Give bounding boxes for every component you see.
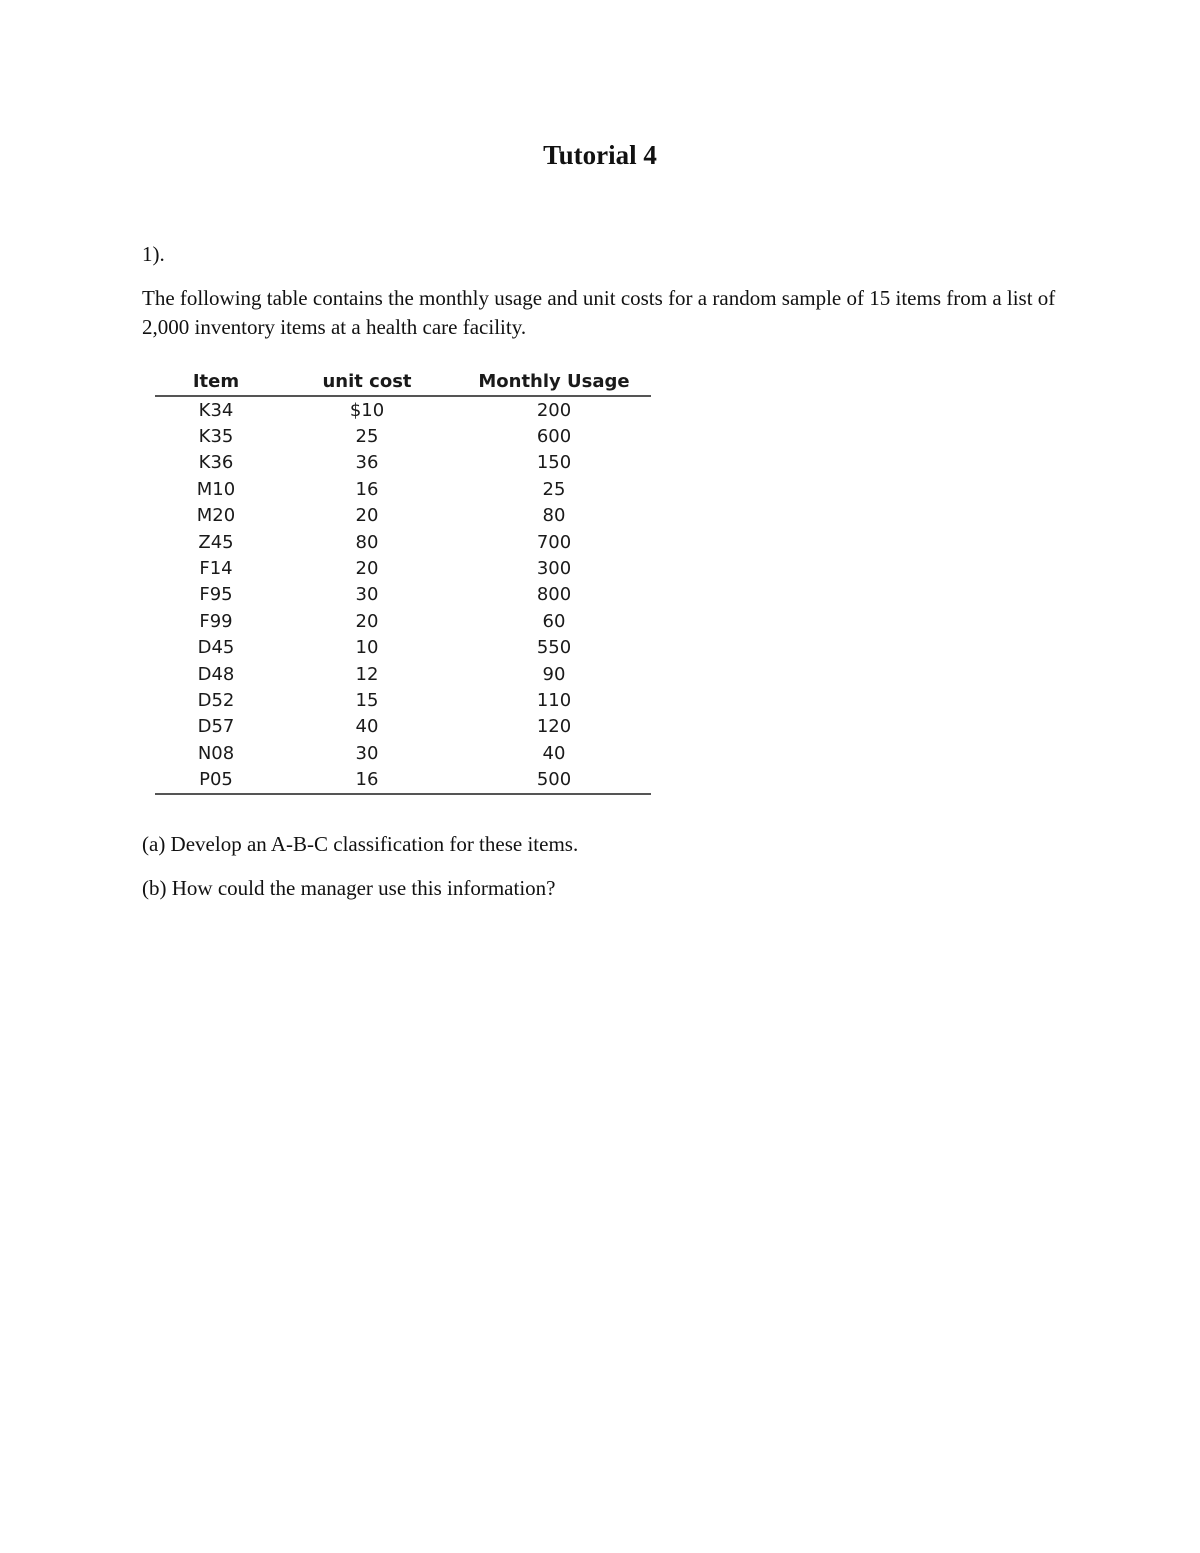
table-row [155,529,651,555]
cell-unit-cost: 40 [355,716,379,738]
cell-monthly-usage: 800 [536,584,572,606]
cell-item: K35 [198,426,234,448]
cell-unit-cost: 12 [355,663,379,685]
table-row [155,714,651,740]
inventory-table [155,368,651,795]
table-row [155,582,651,608]
table-body [155,396,651,794]
header-item: Item [155,368,277,396]
table-row [155,608,651,634]
header-unit-cost: unit cost [277,368,457,396]
table-row [155,396,651,423]
cell-item: P05 [155,766,277,793]
header-monthly-usage: Monthly Usage [457,368,651,396]
cell-monthly-usage: 120 [536,716,572,738]
cell-item: K36 [198,452,234,474]
cell-unit-cost: 20 [355,505,379,527]
cell-item: K34 [198,399,234,421]
cell-monthly-usage: 150 [536,452,572,474]
cell-monthly-usage: 110 [536,689,572,711]
cell-unit-cost: 16 [277,766,457,793]
cell-item: D57 [197,716,235,738]
cell-monthly-usage: 550 [536,637,572,659]
cell-unit-cost: 20 [355,610,379,632]
cell-item: D45 [197,637,235,659]
cell-unit-cost: 30 [355,584,379,606]
cell-monthly-usage: 300 [536,558,572,580]
cell-monthly-usage: 40 [542,742,566,764]
table-row [155,740,651,766]
cell-unit-cost: $10 [349,399,385,421]
intro-paragraph: The following table contains the monthly usage and unit costs for a random sample of 15 items from a list of 2,000 inventory items at a health care facility. [142,286,1056,339]
table-row [155,635,651,661]
cell-item: F95 [199,584,233,606]
sub-question-a: (a) Develop an A-B-C classification for these items. [142,832,579,856]
cell-item: M20 [196,505,236,527]
cell-monthly-usage: 25 [542,478,566,500]
cell-unit-cost: 30 [355,742,379,764]
table-row [155,476,651,502]
cell-item: D52 [197,689,235,711]
cell-item: D48 [197,663,235,685]
question-number: 1). [142,242,165,266]
cell-unit-cost: 16 [355,478,379,500]
cell-monthly-usage: 90 [542,663,566,685]
table-row [155,450,651,476]
table-row [155,555,651,581]
cell-item: F14 [199,558,233,580]
cell-item: N08 [197,742,235,764]
cell-item: Z45 [198,531,234,553]
cell-unit-cost: 25 [355,426,379,448]
cell-monthly-usage: 200 [536,399,572,421]
cell-item: M10 [196,478,236,500]
cell-monthly-usage: 600 [536,426,572,448]
cell-monthly-usage: 60 [542,610,566,632]
cell-unit-cost: 10 [355,637,379,659]
table-row [155,423,651,449]
cell-monthly-usage: 700 [536,531,572,553]
table-row [155,766,651,793]
page-title: Tutorial 4 [543,140,657,170]
cell-unit-cost: 15 [355,689,379,711]
table-header-row [155,368,651,396]
cell-unit-cost: 20 [355,558,379,580]
cell-item: F99 [199,610,233,632]
cell-monthly-usage: 80 [542,505,566,527]
sub-question-b: (b) How could the manager use this information? [142,876,556,900]
table-row [155,503,651,529]
table-row [155,687,651,713]
cell-monthly-usage: 500 [457,766,651,793]
table-row [155,661,651,687]
cell-unit-cost: 80 [355,531,379,553]
cell-unit-cost: 36 [355,452,379,474]
